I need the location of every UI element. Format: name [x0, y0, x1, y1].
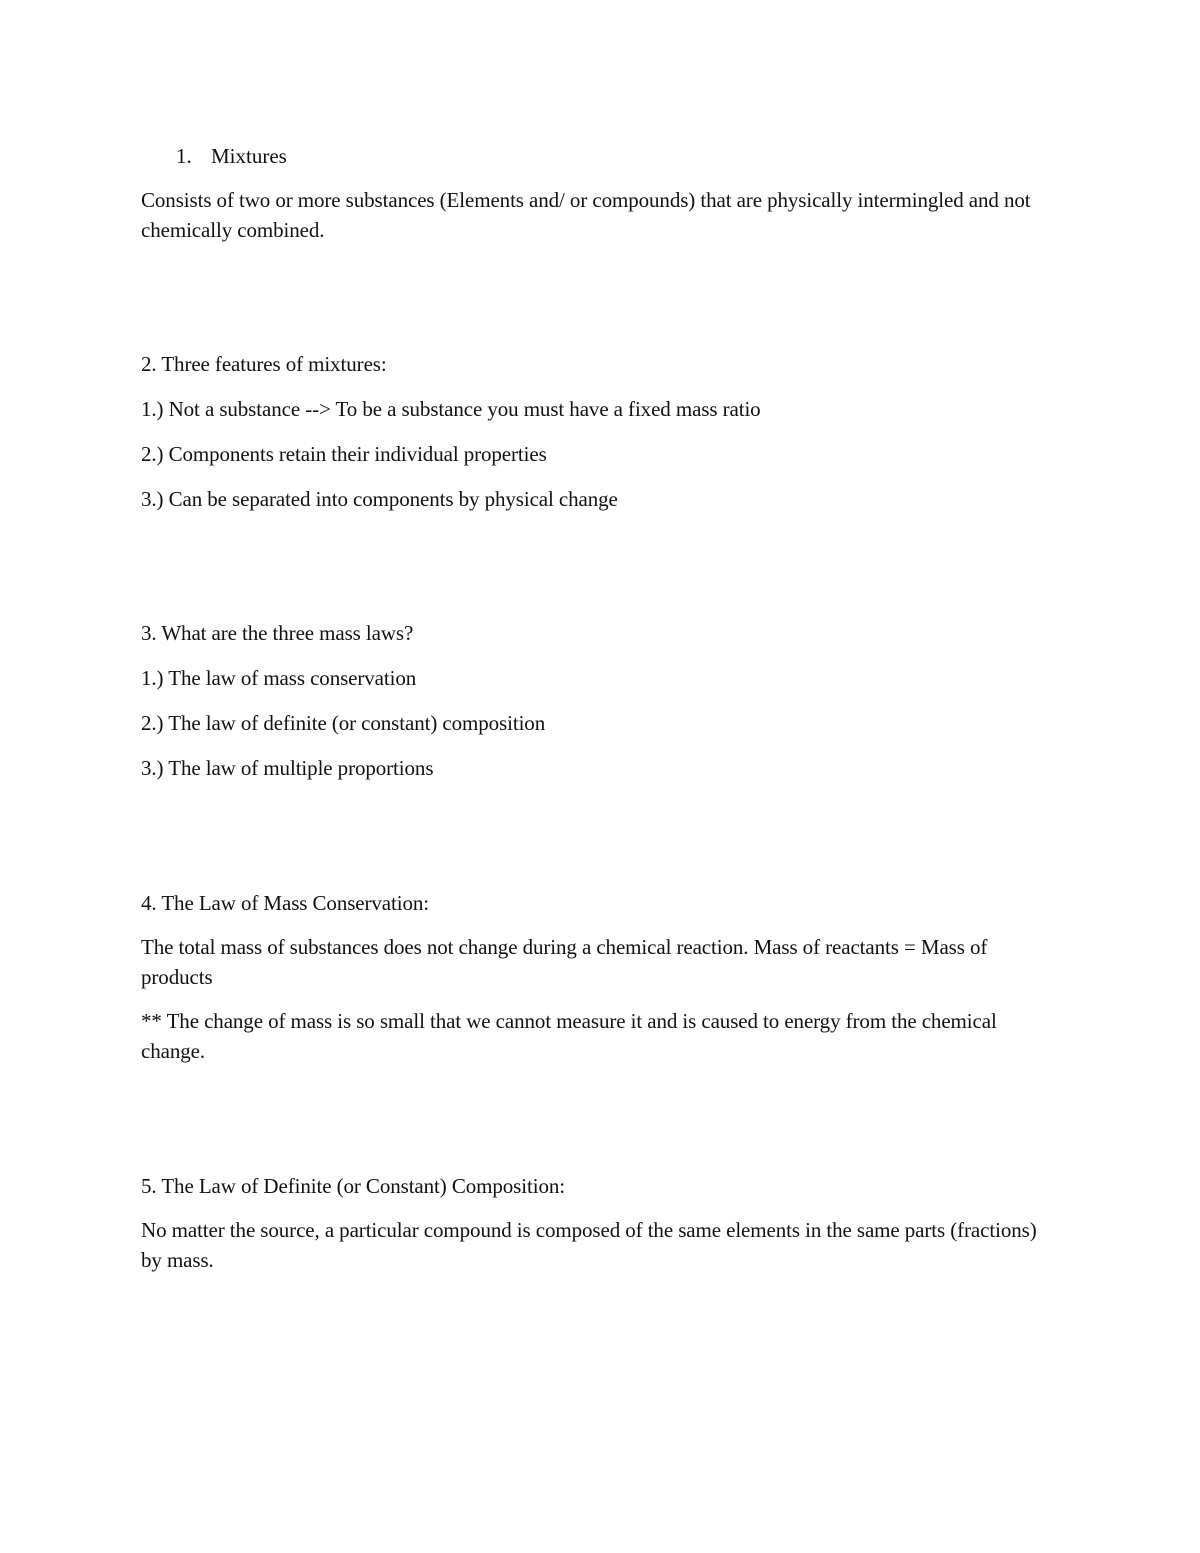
section-2-item-3: 3.) Can be separated into components by physical change: [141, 487, 618, 511]
section-3-item-3: 3.) The law of multiple proportions: [141, 756, 434, 780]
section-2-item-2: 2.) Components retain their individual properties: [141, 442, 547, 466]
section-2-heading: 2. Three features of mixtures:: [141, 352, 387, 376]
section-1-title: Mixtures: [211, 144, 287, 168]
section-1-number: 1.: [176, 144, 192, 168]
section-4-heading: 4. The Law of Mass Conservation:: [141, 891, 430, 915]
section-3-item-2: 2.) The law of definite (or constant) composition: [141, 711, 546, 735]
section-5-paragraph: No matter the source, a particular compound is composed of the same elements in the same parts (fractions) by mass.: [141, 1218, 1037, 1272]
section-4-paragraph: The total mass of substances does not change during a chemical reaction. Mass of reactants = Mass of products: [141, 935, 988, 989]
section-2-item-1: 1.) Not a substance --> To be a substance you must have a fixed mass ratio: [141, 397, 761, 421]
section-3-heading: 3. What are the three mass laws?: [141, 621, 414, 645]
section-5-heading: 5. The Law of Definite (or Constant) Composition:: [141, 1174, 565, 1198]
section-4-note: ** The change of mass is so small that we cannot measure it and is caused to energy from the chemical change.: [141, 1009, 997, 1063]
section-1-heading: [176, 141, 287, 171]
section-1-paragraph: Consists of two or more substances (Elements and/ or compounds) that are physically intermingled and not chemically combined.: [141, 188, 1031, 242]
section-3-item-1: 1.) The law of mass conservation: [141, 666, 417, 690]
